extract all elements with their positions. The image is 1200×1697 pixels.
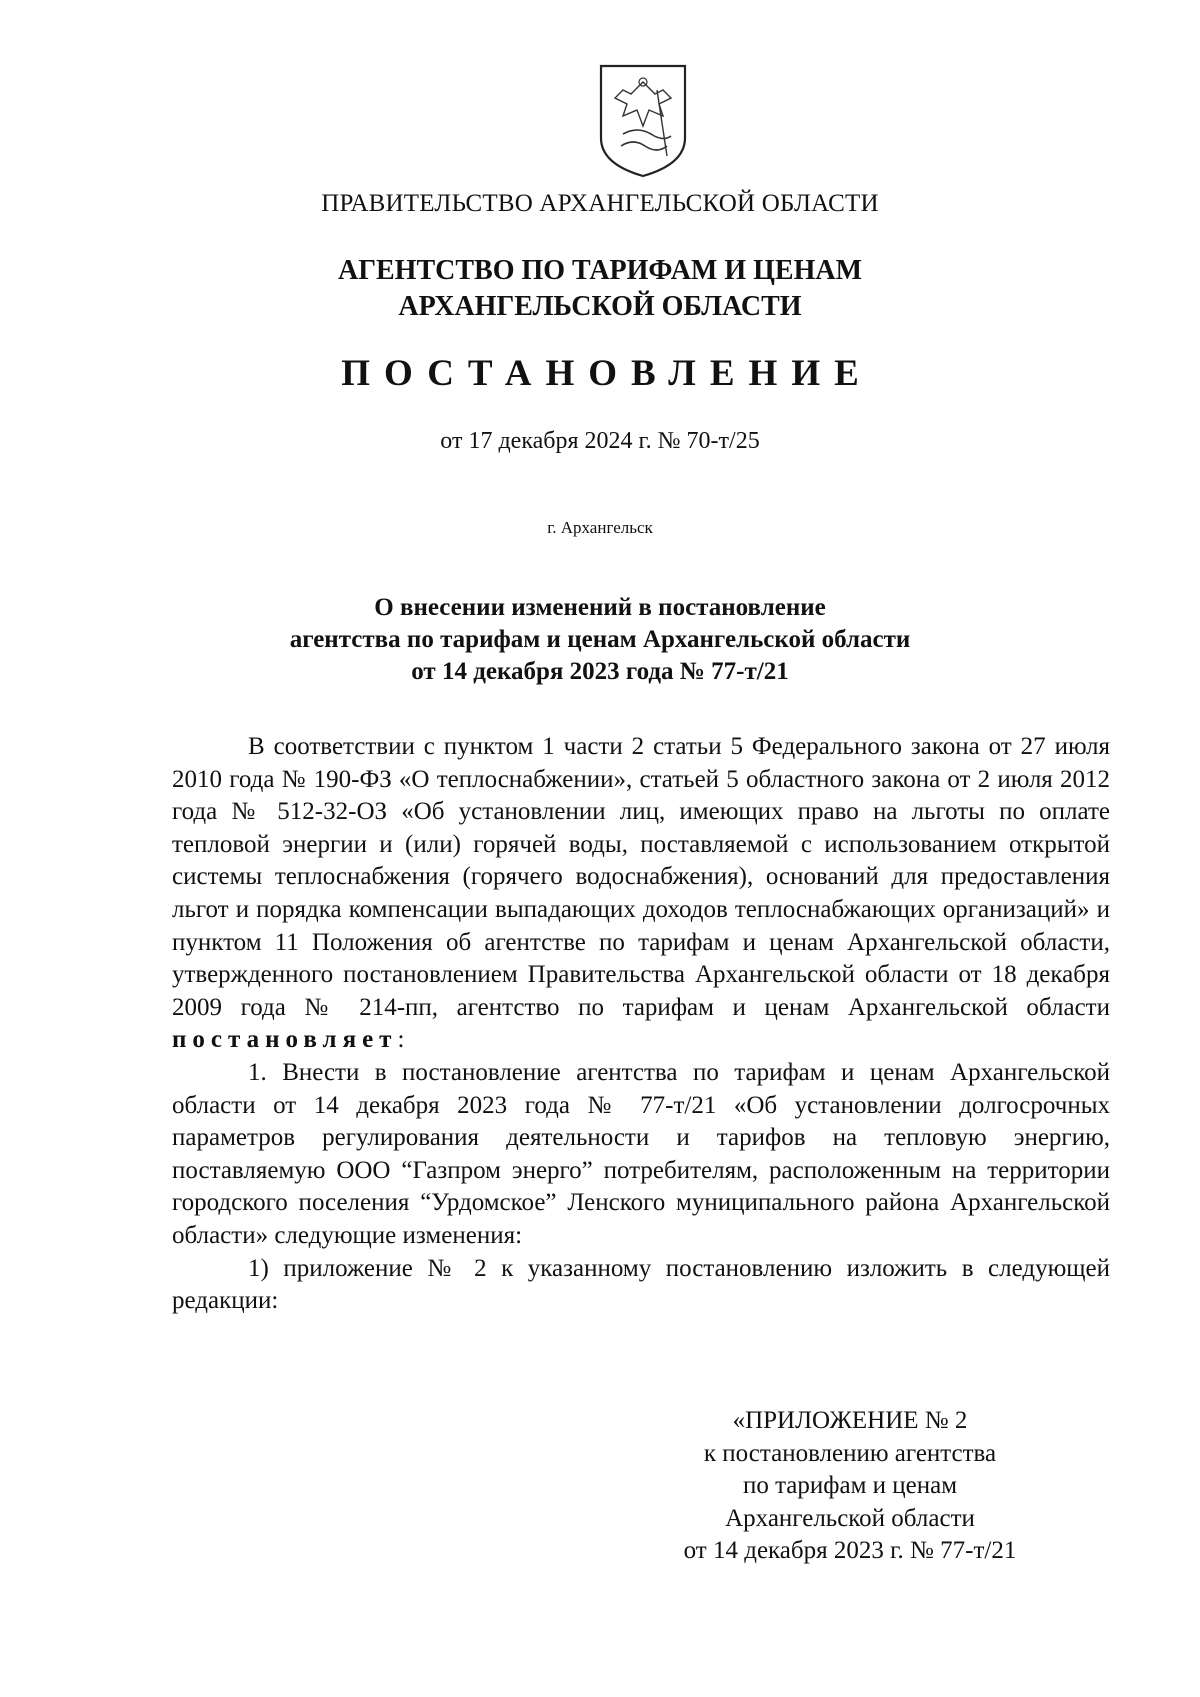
decree-colon: : (397, 1026, 405, 1054)
agency-heading-line-2: АРХАНГЕЛЬСКОЙ ОБЛАСТИ (398, 291, 802, 322)
coat-of-arms-emblem (593, 60, 693, 180)
appendix-line-1: «ПРИЛОЖЕНИЕ № 2 (732, 1407, 968, 1434)
agency-heading (0, 253, 1200, 325)
appendix-line-4: Архангельской области (725, 1504, 975, 1532)
subject-line-2: агентства по тарифам и ценам Архангельской области (289, 626, 911, 653)
appendix-line-5: от 14 декабря 2023 г. № 77-т/21 (683, 1537, 1017, 1565)
document-subject (0, 592, 1200, 688)
item-1-paragraph: 1. Внести в постановление агентства по тарифам и ценам Архангельской области от 14 декабря 2023 года № 77-т/21 «Об установлении долгосрочных параметров регулирования деятельности и тарифов на тепловую энергию, поставляемую ООО “Газпром энерго” потребителям, расположенным на территории городского поселения “Урдомское” Ленского муниципального района Архангельской области» следующие изменения: (172, 1058, 1110, 1249)
preamble-paragraph (172, 731, 1110, 1057)
subject-line-1: О внесении изменений в постановление (374, 594, 826, 621)
document-type-title: ПОСТАНОВЛЕНИЕ (341, 353, 873, 394)
document-body (172, 731, 1110, 1318)
subitem-1-paragraph: 1) приложение № 2 к указанному постановлению изложить в следующей редакции: (172, 1254, 1110, 1315)
agency-heading-line-1: АГЕНТСТВО ПО ТАРИФАМ И ЦЕНАМ (337, 255, 863, 286)
subject-line-3: от 14 декабря 2023 года № 77-т/21 (411, 658, 789, 685)
decree-word: постановляет (172, 1026, 398, 1054)
preamble-text: В соответствии с пунктом 1 части 2 статьи 5 Федерального закона от 27 июля 2010 года № 190-ФЗ «О теплоснабжении», статьей 5 областного закона от 2 июля 2012 года № 512-32-ОЗ «Об установлении лиц, имеющих право на льготы по оплате тепловой энергии и (или) горячей воды, поставляемой с использованием открытой системы теплоснабжения (горячего водоснабжения), оснований для предоставления льгот и порядка компенсации выпадающих доходов теплоснабжающих организаций» и пунктом 11 Положения об агентстве по тарифам и ценам Архангельской области, утвержденного постановлением Правительства Архангельской области от 18 декабря 2009 года № 214-пп, агентство по тарифам и ценам Архангельской области (172, 733, 1110, 1021)
document-date-number: от 17 декабря 2024 г. № 70-т/25 (440, 428, 760, 454)
government-heading: ПРАВИТЕЛЬСТВО АРХАНГЕЛЬСКОЙ ОБЛАСТИ (321, 190, 879, 217)
appendix-line-2: к постановлению агентства (703, 1439, 997, 1467)
document-city: г. Архангельск (547, 518, 653, 537)
appendix-header (660, 1405, 1040, 1568)
appendix-line-3: по тарифам и ценам (742, 1472, 958, 1500)
